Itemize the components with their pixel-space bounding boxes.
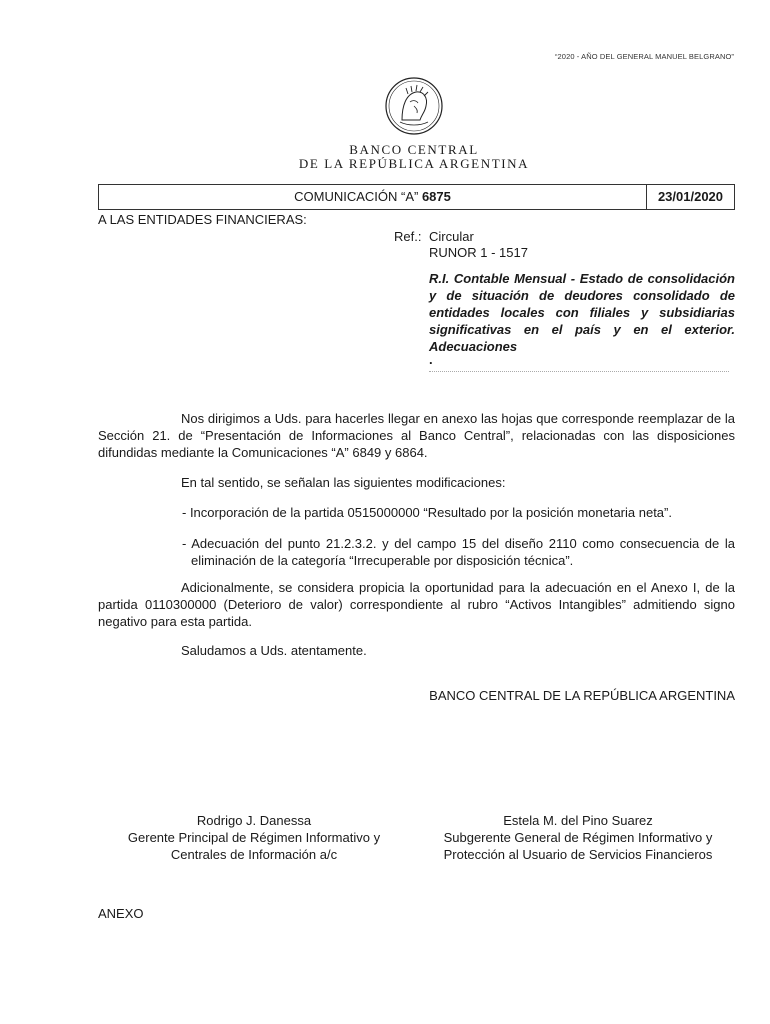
body-paragraph-3: Adicionalmente, se considera propicia la oportunidad para la adecuación en el Anexo I, de la partida 0110300000 (Deterioro de valor) correspondiente al rubro “Activos Intangibles” admitiendo signo negativo para esta partida.: [98, 580, 735, 629]
body-paragraph-4: Saludamos a Uds. atentamente.: [181, 643, 367, 658]
communication-label: COMUNICACIÓN “A”: [294, 189, 419, 204]
list-item: - Incorporación de la partida 0515000000 “Resultado por la posición monetaria neta”.: [182, 505, 672, 520]
signature-title: Protección al Usuario de Servicios Financieros: [443, 847, 713, 862]
reference-line1: Circular: [429, 229, 474, 244]
reference-line2: RUNOR 1 - 1517: [429, 245, 528, 260]
communication-date: 23/01/2020: [657, 189, 724, 204]
recipients-line: A LAS ENTIDADES FINANCIERAS:: [98, 212, 307, 227]
bank-name-line1: BANCO CENTRAL: [349, 142, 479, 157]
body-paragraph-2: En tal sentido, se señalan las siguientes modificaciones:: [181, 475, 506, 490]
reference-subject: R.I. Contable Mensual - Estado de consolidación y de situación de deudores consolidado de entidades locales con filiales y subsidiarias significativas en el país y en el exterior. Adecuaciones: [429, 271, 735, 354]
signature-title: Subgerente General de Régimen Informativo y: [443, 830, 713, 845]
list-item: - Adecuación del punto 21.2.3.2. y del campo 15 del diseño 2110 como consecuencia de la eliminación de la categoría “Irrecuperable por disposición técnica”.: [182, 536, 735, 568]
communication-number: 6875: [421, 189, 451, 204]
annex-label: ANEXO: [98, 906, 144, 921]
header-motto: “2020 - AÑO DEL GENERAL MANUEL BELGRANO”: [554, 52, 734, 61]
bank-name-line2: DE LA REPÚBLICA ARGENTINA: [298, 156, 530, 171]
signature-name: Estela M. del Pino Suarez: [503, 813, 653, 828]
bcra-seal-icon: [384, 76, 444, 136]
signature-title: Centrales de Información a/c: [170, 847, 338, 862]
communication-title: [99, 185, 647, 209]
signature-name: Rodrigo J. Danessa: [196, 813, 312, 828]
signature-block-right: [423, 812, 733, 863]
reference-subject-end: .: [429, 352, 433, 367]
reference-divider: [429, 371, 729, 372]
body-paragraph-1: Nos dirigimos a Uds. para hacerles llegar en anexo las hojas que corresponde reemplazar de la Sección 21. de “Presentación de Informaciones al Banco Central”, relacionadas con las disposiciones difundidas mediante la Comunicaciones “A” 6849 y 6864.: [98, 411, 735, 460]
communication-header-box: [98, 184, 735, 210]
closing-institution: BANCO CENTRAL DE LA REPÚBLICA ARGENTINA: [429, 688, 735, 703]
reference-label: Ref.:: [394, 229, 422, 244]
signature-block-left: [99, 812, 409, 863]
signature-title: Gerente Principal de Régimen Informativo y: [127, 830, 381, 845]
